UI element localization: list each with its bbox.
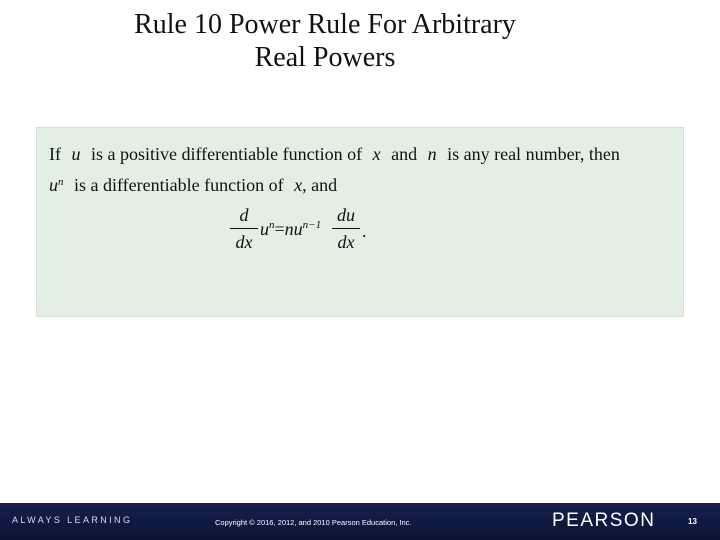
- fraction-numerator-d: d: [239, 205, 249, 225]
- slide-title: [0, 8, 650, 74]
- formula-exponent-n-minus-1: n−1: [302, 219, 322, 231]
- variable-u-power: [49, 175, 64, 195]
- rule-statement-box: [36, 127, 684, 317]
- variable-u-base: u: [49, 175, 58, 195]
- fraction-denominator-dx: dx: [230, 228, 258, 253]
- footer-bar: [0, 503, 720, 540]
- formula-exponent-n: n: [269, 219, 275, 231]
- slide-title-line-2: Real Powers: [254, 42, 396, 73]
- formula-nu: nu: [284, 219, 303, 239]
- formula-middle: [260, 219, 321, 240]
- text-and: and: [391, 144, 418, 164]
- variable-x: x: [372, 144, 381, 164]
- variable-u: u: [71, 144, 81, 164]
- du-dx-fraction: [332, 204, 360, 253]
- slide-title-line-1: Rule 10 Power Rule For Arbitrary: [134, 9, 516, 40]
- text-is-differentiable: is a differentiable function of: [74, 175, 284, 195]
- page-number: 13: [688, 517, 697, 526]
- footer-tagline: ALWAYS LEARNING: [12, 515, 133, 525]
- formula-period: .: [362, 221, 367, 241]
- derivative-operator-fraction: [230, 204, 258, 253]
- variable-n: n: [427, 144, 437, 164]
- footer-copyright: Copyright © 2016, 2012, and 2010 Pearson Education, Inc.: [215, 518, 412, 527]
- text-comma-and: , and: [302, 175, 338, 195]
- variable-x-2: x: [294, 175, 303, 195]
- pearson-logo: PEARSON: [552, 510, 656, 531]
- fraction-denominator-dx-2: dx: [332, 228, 360, 253]
- rule-text-line-1: [49, 144, 620, 165]
- formula-equals: =: [274, 219, 285, 239]
- text-if: If: [49, 144, 61, 164]
- formula-u: u: [260, 219, 269, 239]
- text-positive-differentiable: is a positive differentiable function of: [91, 144, 363, 164]
- rule-text-line-2: [49, 175, 337, 196]
- fraction-numerator-du: du: [337, 205, 355, 225]
- exponent-n: n: [58, 176, 64, 188]
- text-any-real-number: is any real number, then: [447, 144, 620, 164]
